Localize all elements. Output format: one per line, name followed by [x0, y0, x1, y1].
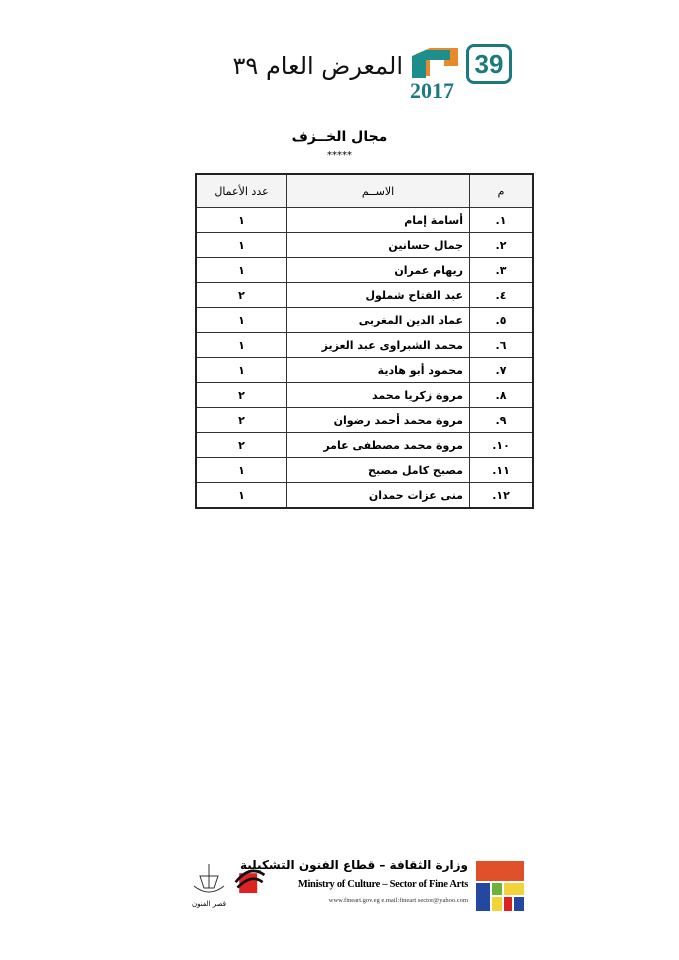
table-header	[196, 174, 533, 208]
qasr-el-fenoun-logo	[190, 862, 228, 910]
row-count: ١	[196, 308, 287, 333]
row-count: ١	[196, 458, 287, 483]
page-title: المعرض العام ٣٩	[232, 52, 403, 80]
table-row	[196, 208, 533, 233]
row-count: ١	[196, 208, 287, 233]
row-index: ٤.	[470, 283, 534, 308]
row-count: ١	[196, 333, 287, 358]
row-count: ١	[196, 233, 287, 258]
header-index: م	[470, 174, 534, 208]
header-count: عدد الأعمال	[196, 174, 287, 208]
table-row	[196, 333, 533, 358]
row-index: ١١.	[470, 458, 534, 483]
row-count: ٢	[196, 283, 287, 308]
row-name: محمود أبو هادية	[287, 358, 470, 383]
exhibition-number-badge: 39	[466, 44, 512, 84]
row-name: محمد الشبراوى عبد العزيز	[287, 333, 470, 358]
exhibition-logo-icon	[410, 46, 462, 80]
row-count: ١	[196, 358, 287, 383]
row-count: ١	[196, 258, 287, 283]
row-name: عبد الفتاح شملول	[287, 283, 470, 308]
exhibition-year: 2017	[410, 78, 454, 103]
row-index: ١.	[470, 208, 534, 233]
header-name: الاســم	[287, 174, 470, 208]
ministry-arabic: وزارة الثقافة – قطاع الفنون التشكيلية	[239, 858, 468, 872]
row-name: منى عزات حمدان	[287, 483, 470, 509]
row-name: عماد الدين المغربى	[287, 308, 470, 333]
ministry-logo-icon	[476, 861, 524, 911]
row-index: ٧.	[470, 358, 534, 383]
table-row	[196, 433, 533, 458]
row-index: ٨.	[470, 383, 534, 408]
row-count: ٢	[196, 433, 287, 458]
participants-table	[195, 173, 534, 509]
qasr-label: قصر الفنون	[192, 900, 226, 908]
row-name: مروة محمد أحمد رضوان	[287, 408, 470, 433]
table-row	[196, 308, 533, 333]
row-count: ٢	[196, 408, 287, 433]
qasr-logo-icon	[190, 862, 228, 898]
table-row	[196, 233, 533, 258]
row-name: جمال حسانين	[287, 233, 470, 258]
row-index: ١٠.	[470, 433, 534, 458]
row-index: ٥.	[470, 308, 534, 333]
row-index: ٣.	[470, 258, 534, 283]
table-row	[196, 458, 533, 483]
table-row	[196, 383, 533, 408]
table-row	[196, 283, 533, 308]
table-row	[196, 483, 533, 509]
row-index: ٦.	[470, 333, 534, 358]
ministry-english: Ministry of Culture – Sector of Fine Arts	[297, 879, 468, 890]
row-index: ١٢.	[470, 483, 534, 509]
table-row	[196, 258, 533, 283]
row-index: ٩.	[470, 408, 534, 433]
subject-heading: مجال الخــزف	[291, 129, 388, 145]
row-count: ٢	[196, 383, 287, 408]
row-index: ٢.	[470, 233, 534, 258]
row-name: ريهام عمران	[287, 258, 470, 283]
table-row	[196, 408, 533, 433]
table-row	[196, 358, 533, 383]
separator: *****	[327, 150, 352, 161]
row-name: أسامة إمام	[287, 208, 470, 233]
row-name: مروة زكريا محمد	[287, 383, 470, 408]
row-name: مروة محمد مصطفى عامر	[287, 433, 470, 458]
contact-info: www.fineart.gov.eg e.mail:fineart sector@yahoo.com	[328, 897, 468, 904]
row-name: مصبح كامل مصبح	[287, 458, 470, 483]
row-count: ١	[196, 483, 287, 509]
